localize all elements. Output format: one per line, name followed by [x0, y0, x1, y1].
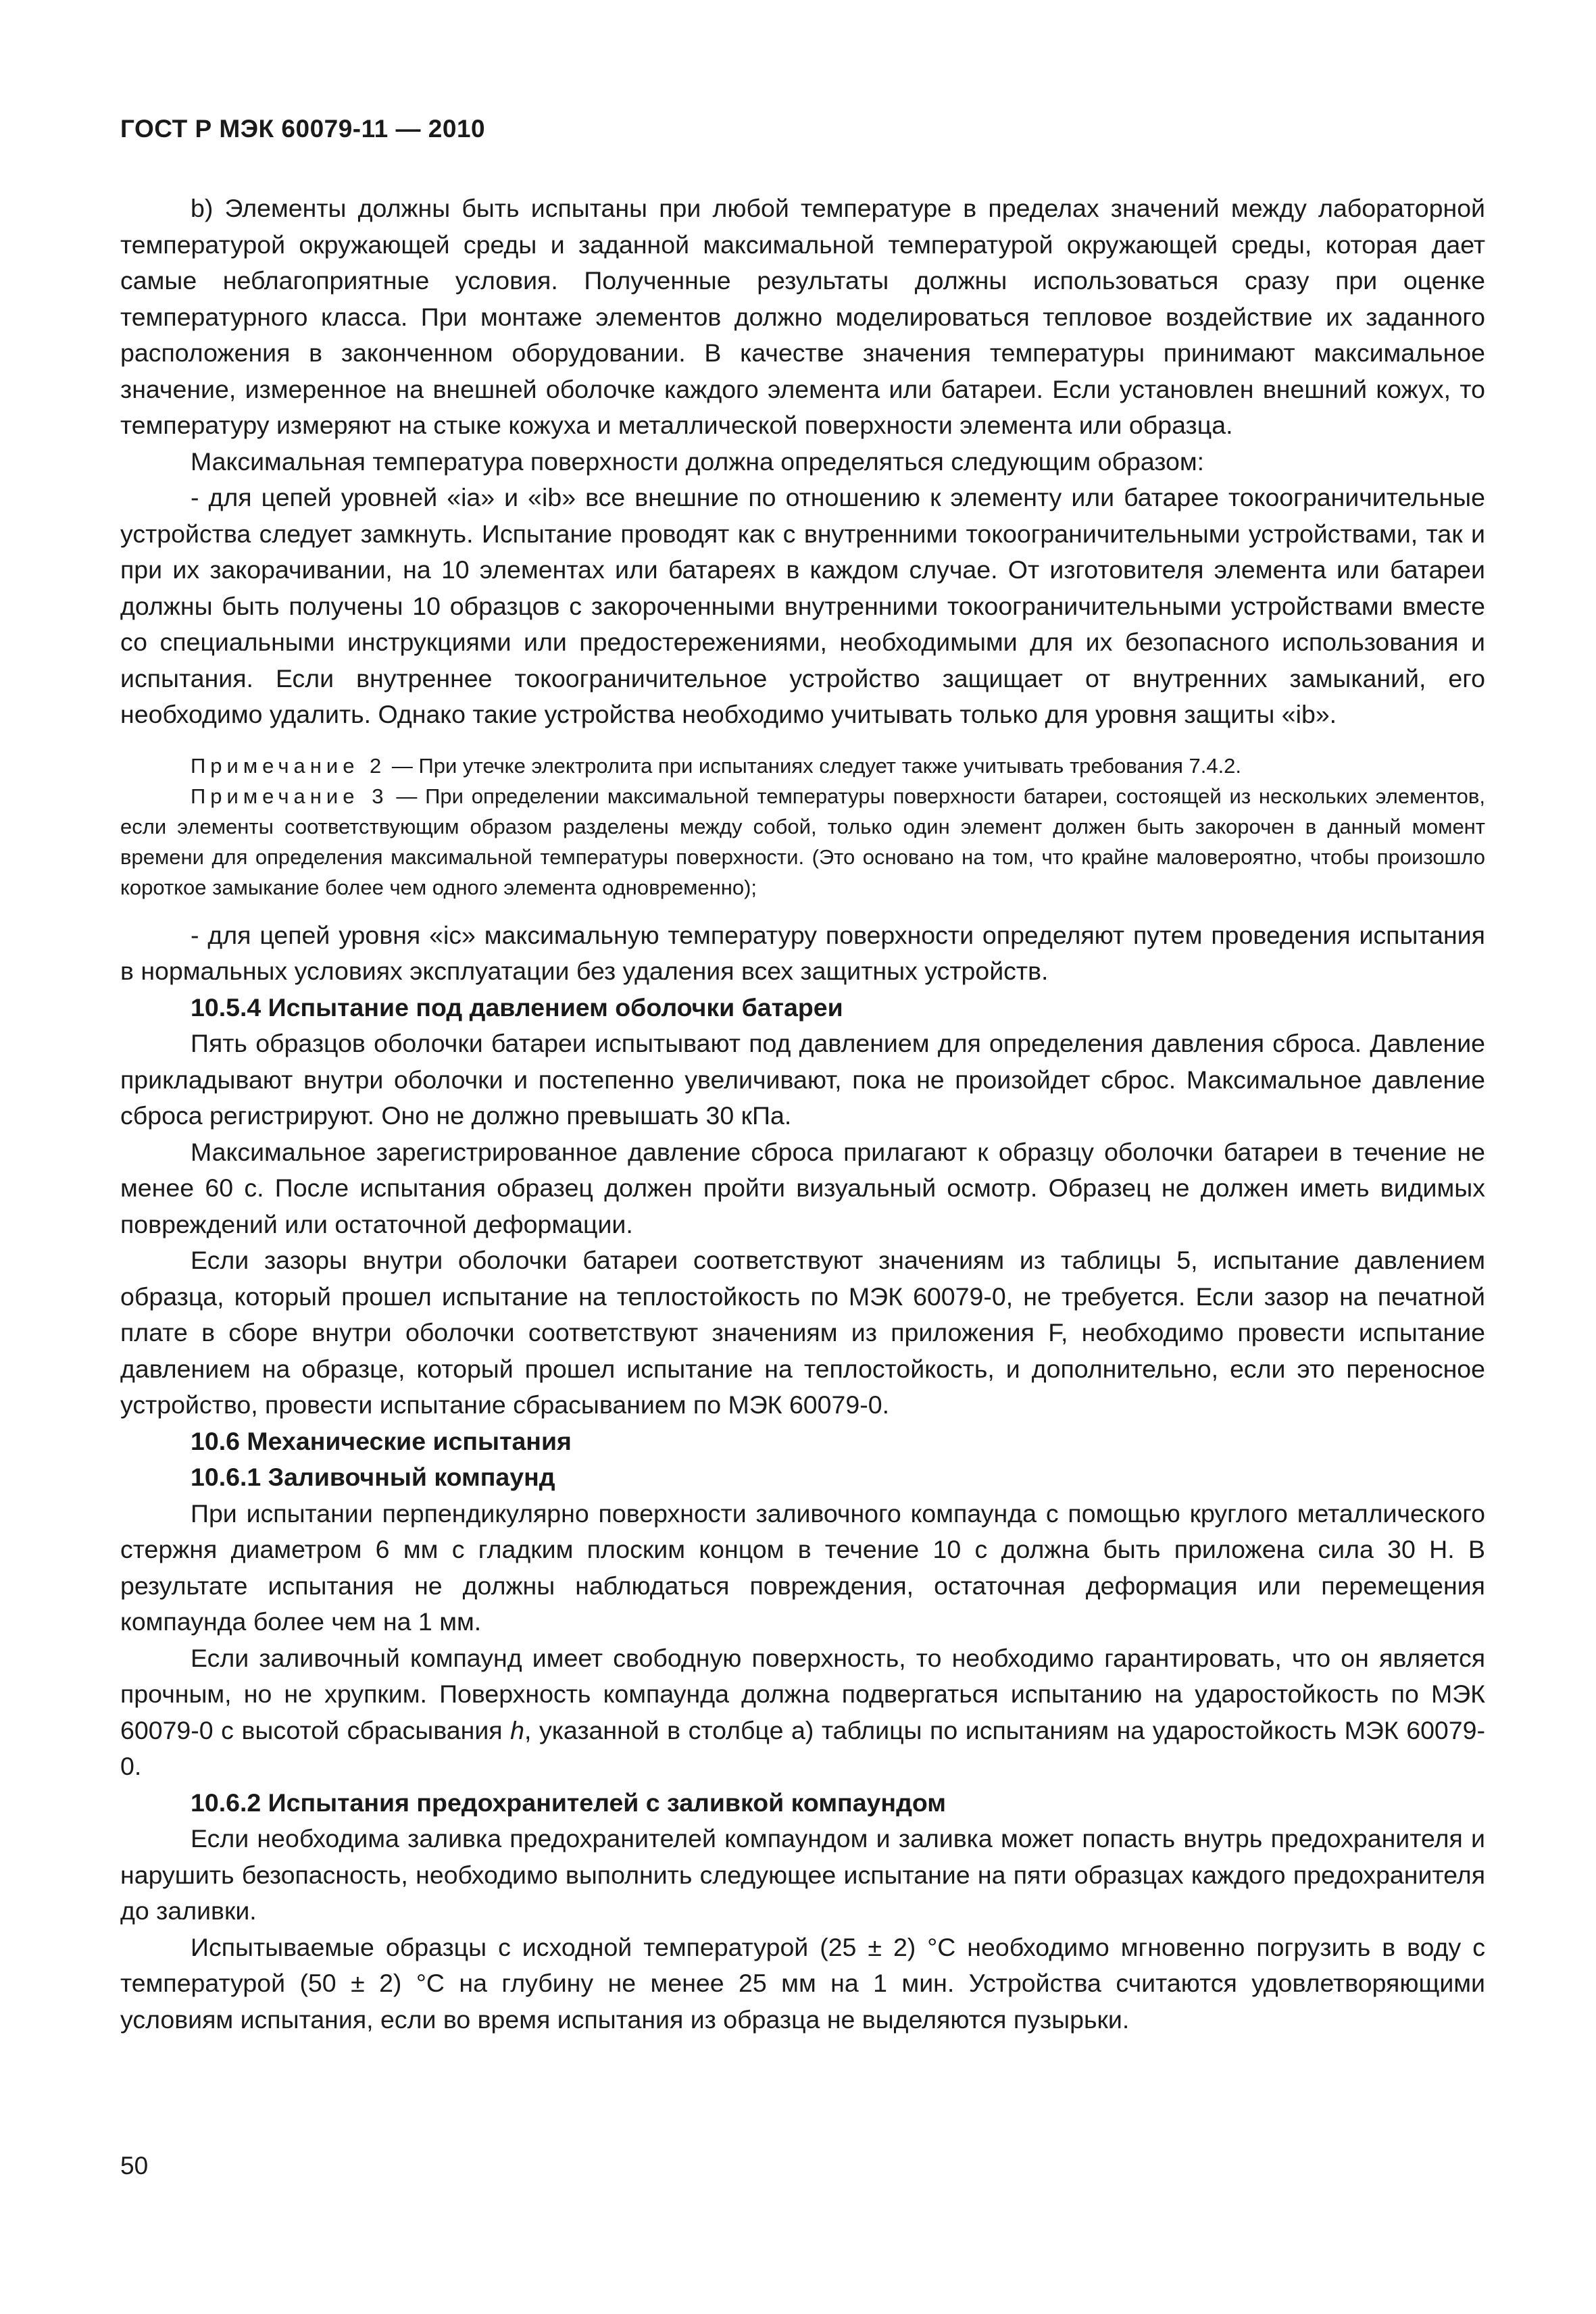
paragraph-b: b) Элементы должны быть испытаны при любой температуре в пределах значений между лабораторной температурой окружающей среды и заданной максимальной температурой окружающей среды, которая дает самые неблагоприятные условия. Полученные результаты должны использоваться сразу при оценке температурного класса. При монтаже элементов должно моделироваться тепловое воздействие их заданного расположения в законченном оборудовании. В качестве значения температуры принимают максимальное значение, измеренное на внешней оболочке каждого элемента или батареи. Если установлен внешний кожух, то температуру измеряют на стыке кожуха и металлической поверхности элемента или образца.: [120, 194, 1485, 439]
section-heading-10-5-4: 10.5.4 Испытание под давлением оболочки батареи: [191, 992, 843, 1022]
section-heading-10-6-1: 10.6.1 Заливочный компаунд: [191, 1463, 555, 1491]
paragraph-pressure-2: Максимальное зарегистрированное давление сброса прилагают к образцу оболочки батареи в течение не менее 60 с. После испытания образец должен пройти визуальный осмотр. Образец не должен иметь видимых повреждений или остаточной деформации.: [120, 1137, 1485, 1238]
section-heading-10-6: 10.6 Механические испытания: [191, 1426, 572, 1455]
note-2: [120, 751, 1485, 781]
note-3: [120, 781, 1485, 903]
paragraph-compound-2: [120, 1640, 1485, 1785]
paragraph-compound-1: При испытании перпендикулярно поверхности заливочного компаунда с помощью круглого металлического стержня диаметром 6 мм с гладким плоским концом в течение 10 с должна быть приложена сила 30 Н. В результате испытания не должны наблюдаться повреждения, остаточная деформация или перемещения компаунда более чем на 1 мм.: [120, 1499, 1485, 1636]
note-2-label: Примечание 2: [191, 753, 386, 778]
notes-block: [120, 751, 1485, 903]
paragraph-fuses-2: Испытываемые образцы с исходной температурой (25 ± 2) °С необходимо мгновенно погрузить в воду с температурой (50 ± 2) °С на глубину не менее 25 мм на 1 мин. Устройства считаются удовлетворяющими условиям испытания, если во время испытания из образца не выделяются пузырьки.: [120, 1932, 1485, 2034]
paragraph-max-temp: Максимальная температура поверхности должна определяться следующим образом:: [191, 447, 1205, 476]
document-header: ГОСТ Р МЭК 60079-11 — 2010: [120, 115, 486, 143]
paragraph-pressure-3: Если зазоры внутри оболочки батареи соответствуют значениям из таблицы 5, испытание давлением образца, который прошел испытание на теплостойкость по МЭК 60079-0, не требуется. Если зазор на печатной плате в сборе внутри оболочки соответствуют значениям из приложения F, необходимо провести испытание давлением на образце, который прошел испытание на теплостойкость, и дополнительно, если это переносное устройство, провести испытание сбрасыванием по МЭК 60079-0.: [120, 1246, 1485, 1419]
height-symbol: h: [510, 1715, 524, 1744]
paragraph-ia-ib: - для цепей уровней «ia» и «ib» все внешние по отношению к элементу или батарее токоограничительные устройства следует замкнуть. Испытание проводят как с внутренними токоограничительными устройствами, так и при их закорачивании, на 10 элементах или батареях в каждом случае. От изготовителя элемента или батареи должны быть получены 10 образцов с закороченными внутренними токоограничительными устройствами вместе со специальными инструкциями или предостережениями, необходимыми для их безопасного использования и испытания. Если внутреннее токоограничительное устройство защищает от внутренних замыканий, его необходимо удалить. Однако такие устройства необходимо учитывать только для уровня защиты «ib».: [120, 483, 1485, 728]
note-2-text: — При утечке электролита при испытаниях следует также учитывать требования 7.4.2.: [386, 753, 1242, 778]
paragraph-compound-2-part-b: , указанной в столбце а) таблицы по испытаниям на ударостойкость МЭК 60079-0.: [120, 1715, 1485, 1780]
page-number: 50: [120, 2152, 149, 2180]
paragraph-fuses-1: Если необходима заливка предохранителей компаундом и заливка может попасть внутрь предохранителя и нарушить безопасность, необходимо выполнить следующее испытание на пяти образцах каждого предохранителя до заливки.: [120, 1824, 1485, 1925]
section-heading-10-6-2: 10.6.2 Испытания предохранителей с заливкой компаундом: [191, 1788, 947, 1817]
paragraph-compound-2-part-a: Если заливочный компаунд имеет свободную поверхность, то необходимо гарантировать, что он является прочным, но не хрупким. Поверхность компаунда должна подвергаться испытанию на ударостойкость по МЭК 60079-0 с высотой сбрасывания: [120, 1643, 1485, 1744]
note-3-label: Примечание 3: [191, 784, 389, 808]
document-page: [120, 115, 1485, 2038]
paragraph-ic: - для цепей уровня «ic» максимальную температуру поверхности определяют путем проведения испытания в нормальных условиях эксплуатации без удаления всех защитных устройств.: [120, 920, 1485, 985]
note-3-text: — При определении максимальной температуры поверхности батареи, состоящей из нескольких элементов, если элементы соответствующим образом разделены между собой, только один элемент должен быть закорочен в данный момент времени для определения максимальной температуры поверхности. (Это основано на том, что крайне маловероятно, чтобы произошло короткое замыкание более чем одного элемента одновременно);: [120, 784, 1485, 899]
paragraph-pressure-1: Пять образцов оболочки батареи испытывают под давлением для определения давления сброса. Давление прикладывают внутри оболочки и постепенно увеличивают, пока не произойдет сброс. Максимальное давление сброса регистрируют. Оно не должно превышать 30 кПа.: [120, 1029, 1485, 1130]
